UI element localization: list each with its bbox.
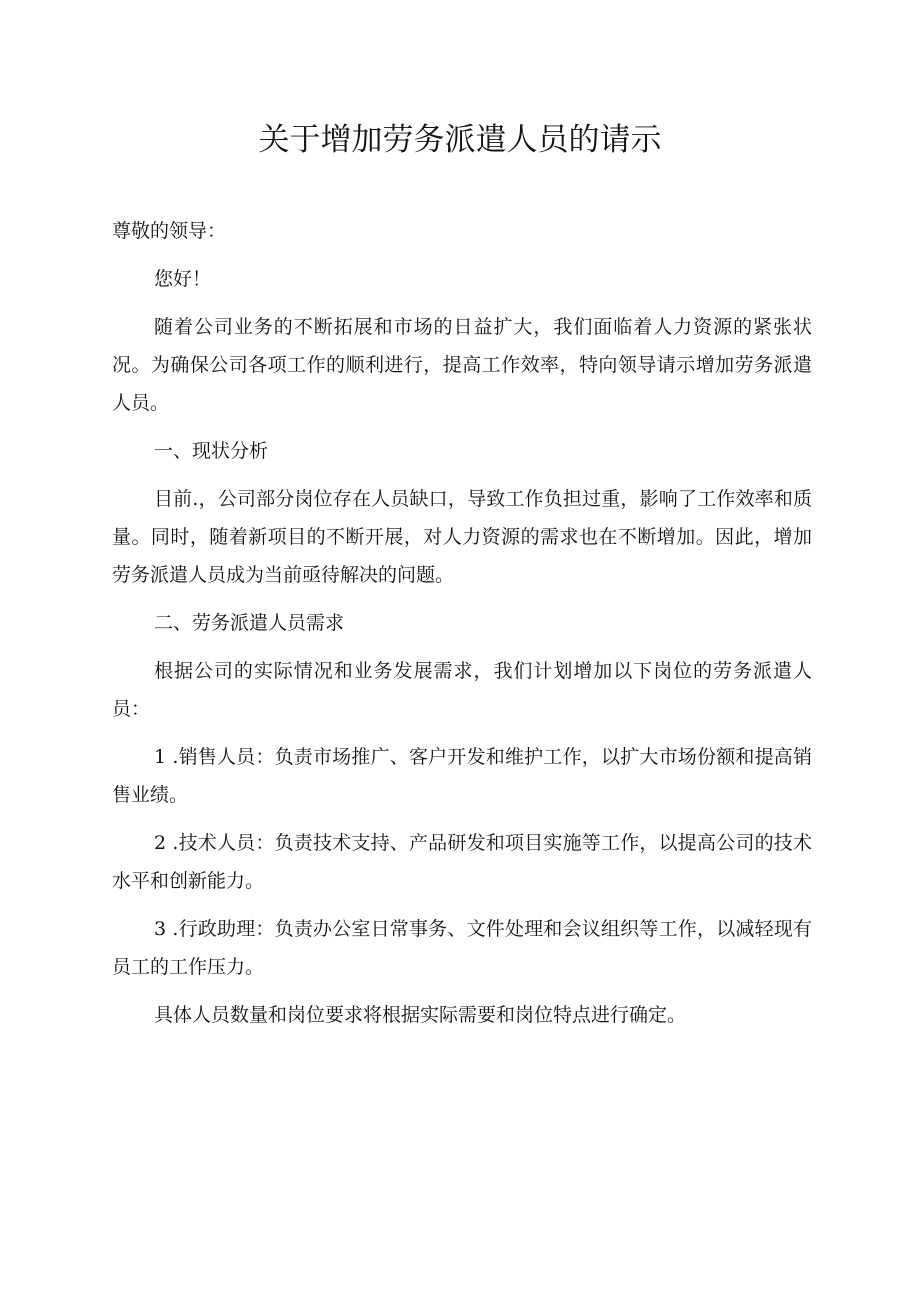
list-item-admin: 3 .行政助理：负责办公室日常事务、文件处理和会议组织等工作，以减轻现有员工的工作压力。 [112, 918, 812, 978]
status-paragraph: 目前.，公司部分岗位存在人员缺口，导致工作负担过重，影响了工作效率和质量。同时，随着新项目的不断开展，对人力资源的需求也在不断增加。因此，增加劳务派遣人员成为当前亟待解决的问题。 [112, 488, 812, 586]
needs-intro-paragraph: 根据公司的实际情况和业务发展需求，我们计划增加以下岗位的劳务派遣人员： [112, 660, 812, 720]
document-title: 关于增加劳务派遣人员的请示 [258, 122, 662, 158]
greeting: 您好！ [154, 268, 212, 290]
list-item-sales: 1 .销售人员：负责市场推广、客户开发和维护工作，以扩大市场份额和提高销售业绩。 [112, 746, 812, 806]
document-body [112, 212, 812, 1044]
section-heading-needs: 二、劳务派遣人员需求 [154, 612, 345, 634]
closing-paragraph: 具体人员数量和岗位要求将根据实际需要和岗位特点进行确定。 [154, 1004, 687, 1026]
intro-paragraph: 随着公司业务的不断拓展和市场的日益扩大，我们面临着人力资源的紧张状况。为确保公司各项工作的顺利进行，提高工作效率，特向领导请示增加劳务派遣人员。 [112, 316, 812, 414]
section-heading-status: 一、现状分析 [154, 440, 269, 462]
list-item-technical: 2 .技术人员：负责技术支持、产品研发和项目实施等工作，以提高公司的技术水平和创新能力。 [112, 832, 812, 892]
salutation: 尊敬的领导： [112, 220, 227, 242]
